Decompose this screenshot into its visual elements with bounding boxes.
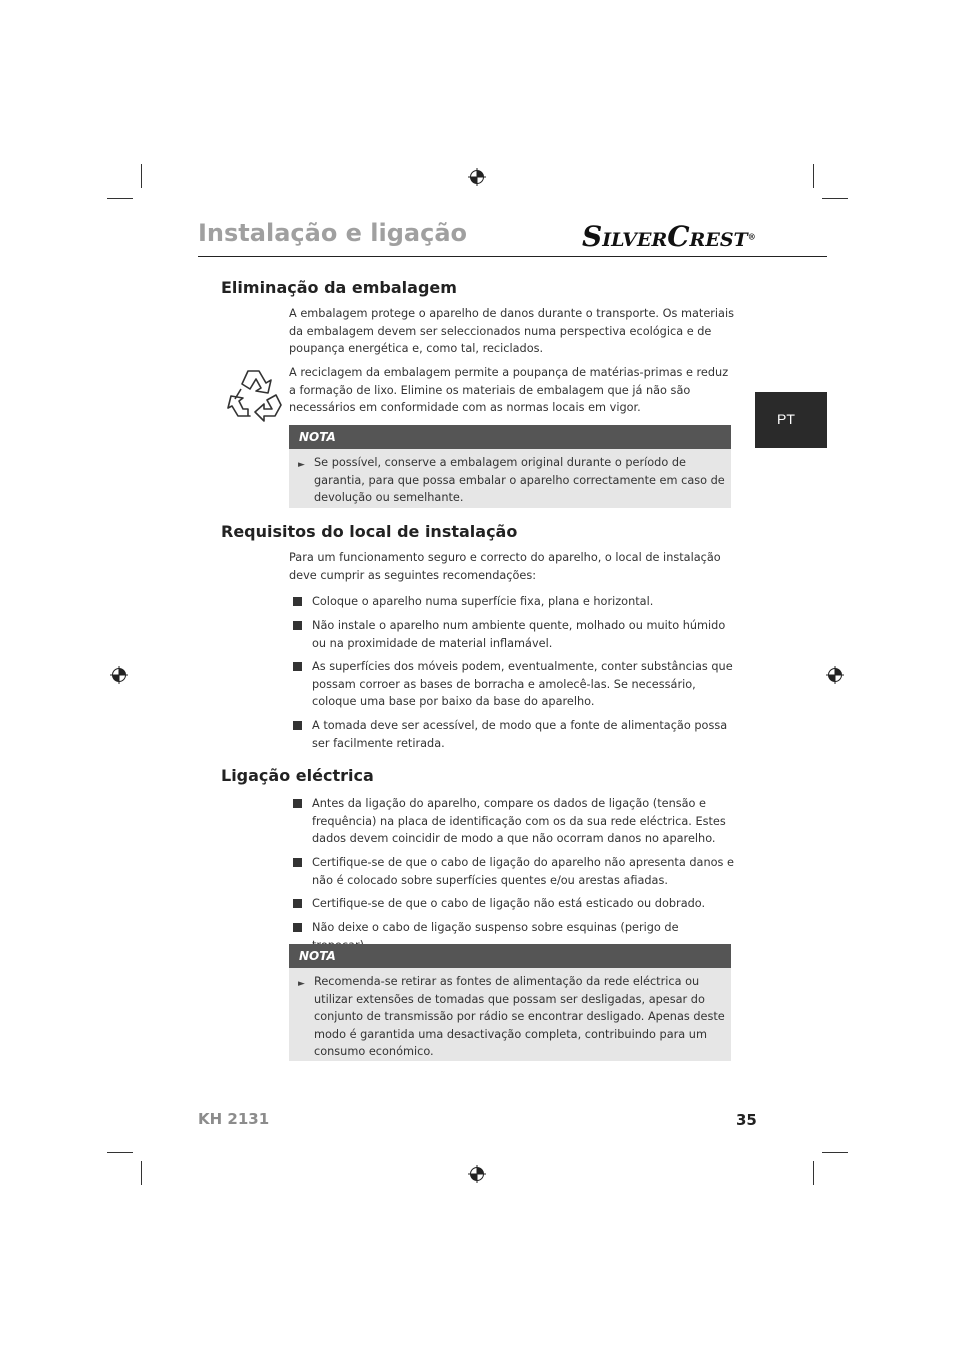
brand-letters: REST — [689, 229, 748, 251]
list-item — [293, 795, 735, 848]
bullet-square-icon — [293, 858, 302, 867]
footer-model: KH 2131 — [198, 1110, 270, 1128]
page-number: 35 — [736, 1111, 757, 1129]
note-box — [289, 425, 731, 508]
note-title: NOTA — [289, 944, 731, 968]
bullet-square-icon — [293, 662, 302, 671]
list-item-text: As superfícies dos móveis podem, eventualmente, conter substâncias que possam corroer as bases de borracha e amolecê-las. Se necessário, coloque uma base por baixo da base do aparelho. — [312, 660, 733, 709]
list-item-text: A tomada deve ser acessível, de modo que a fonte de alimentação possa ser facilmente retirada. — [312, 719, 728, 750]
bullet-square-icon — [293, 597, 302, 606]
brand-letter: S — [582, 220, 603, 253]
list-item-text: Certifique-se de que o cabo de ligação do aparelho não apresenta danos e não é colocado sobre superfícies quentes e/ou arestas afiadas. — [312, 856, 734, 887]
crop-mark — [141, 164, 142, 188]
brand-letter: C — [667, 220, 690, 253]
language-tab — [755, 392, 827, 448]
crop-mark — [107, 198, 133, 199]
brand-letters: ILVER — [602, 229, 668, 251]
header-divider — [198, 256, 827, 257]
paragraph: A reciclagem da embalagem permite a poupança de matérias-primas e reduz a formação de lixo. Elimine os materiais de embalagem que já não são necessários em conformidade com as normas locais em vigor. — [289, 366, 729, 415]
registration-mark-icon — [826, 666, 844, 684]
page-title: Instalação e ligação — [198, 219, 468, 247]
list-item-text: Certifique-se de que o cabo de ligação não está esticado ou dobrado. — [312, 897, 706, 910]
note-title: NOTA — [289, 425, 731, 449]
list-item-text: Não instale o aparelho num ambiente quente, molhado ou muito húmido ou na proximidade de material inflamável. — [312, 619, 726, 650]
language-tab-label: PT — [777, 411, 795, 427]
crop-mark — [813, 1161, 814, 1185]
crop-mark — [822, 1152, 848, 1153]
paragraph: A embalagem protege o aparelho de danos durante o transporte. Os materiais da embalagem devem ser seleccionados numa perspectiva ecológica e de poupança energética e, como tal, reciclados. — [289, 307, 735, 356]
note-box — [289, 944, 731, 1061]
section-heading-electrical: Ligação eléctrica — [221, 766, 374, 785]
paragraph: Para um funcionamento seguro e correcto do aparelho, o local de instalação deve cumprir as seguintes recomendações: — [289, 551, 721, 582]
crop-mark — [822, 198, 848, 199]
recycle-icon — [226, 365, 286, 423]
registration-mark-icon — [468, 168, 486, 186]
bullet-square-icon — [293, 621, 302, 630]
list-item-text: Não deixe o cabo de ligação suspenso sobre esquinas (perigo de — [312, 921, 679, 934]
list-item — [293, 854, 735, 889]
crop-mark — [141, 1161, 142, 1185]
list-item — [293, 617, 735, 652]
registration-mark-icon — [468, 1165, 486, 1183]
list-item — [293, 717, 735, 752]
note-text: Se possível, conserve a embalagem original durante o período de garantia, para que possa embalar o aparelho correctamente em caso de devolução ou semelhante. — [314, 456, 725, 505]
section-heading-installation: Requisitos do local de instalação — [221, 522, 518, 541]
registered-mark: ® — [747, 231, 756, 242]
note-body — [289, 968, 731, 1065]
bullet-square-icon — [293, 899, 302, 908]
arrow-right-icon: ► — [298, 979, 305, 989]
list-item — [293, 895, 735, 913]
bullet-square-icon — [293, 799, 302, 808]
registration-mark-icon — [110, 666, 128, 684]
crop-mark — [813, 164, 814, 188]
brand-logo — [582, 220, 756, 253]
bullet-square-icon — [293, 923, 302, 932]
section-heading-packaging: Eliminação da embalagem — [221, 278, 457, 297]
note-text: Recomenda-se retirar as fontes de alimentação da rede eléctrica ou utilizar extensões de tomadas que possam ser desligadas, apesar do conjunto de transmissão por rádio se encontrar desligado. Apenas deste modo é garantida uma desactivação completa, contribuindo para um consumo económico. — [314, 975, 725, 1059]
list-item — [293, 658, 735, 711]
list-item — [293, 593, 735, 611]
note-body — [289, 449, 731, 511]
bullet-square-icon — [293, 721, 302, 730]
crop-mark — [107, 1152, 133, 1153]
list-item-text: Coloque o aparelho numa superfície fixa, plana e horizontal. — [312, 595, 654, 608]
list-item-text: Antes da ligação do aparelho, compare os dados de ligação (tensão e frequência) na placa de identificação com os da sua rede eléctrica. Estes dados devem coincidir de modo a que não ocorram danos no aparelho. — [312, 797, 726, 846]
arrow-right-icon: ► — [298, 460, 305, 470]
